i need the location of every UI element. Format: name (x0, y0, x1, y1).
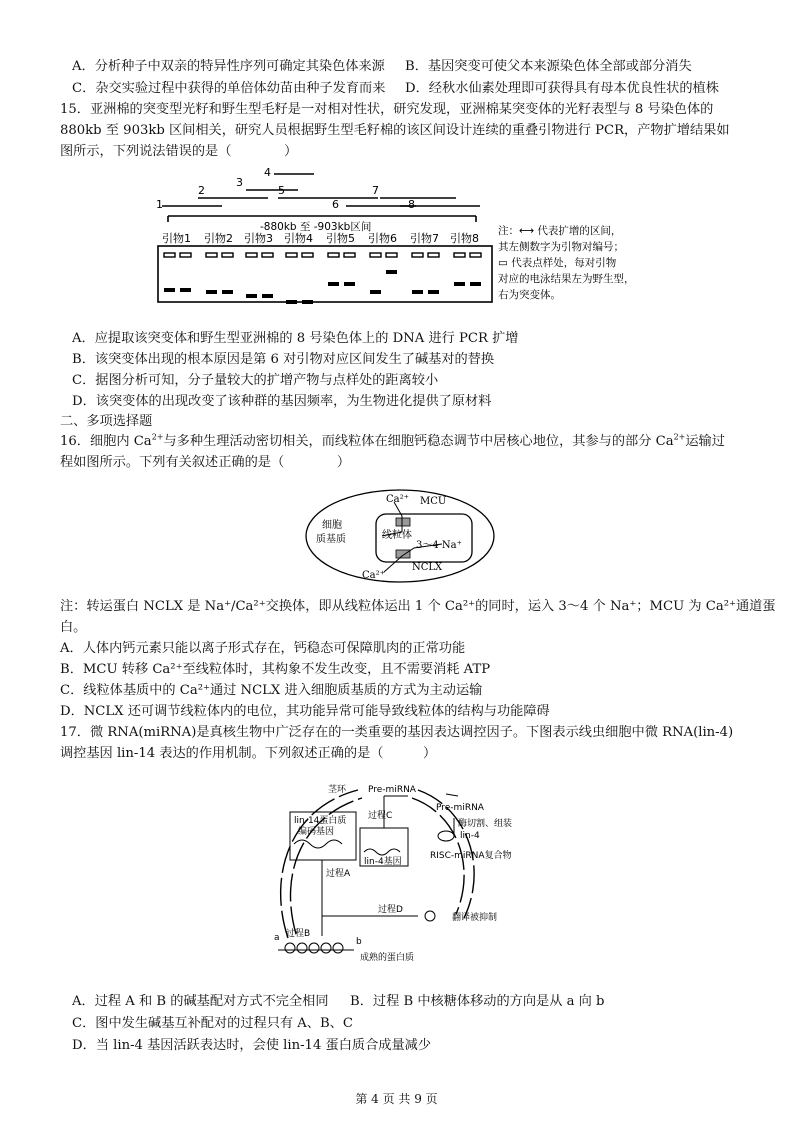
pre-mirna-label-1: Pre-miRNA (368, 785, 416, 795)
mature-protein-label: 成熟的蛋白质 (360, 953, 415, 963)
q15-option-b: B．该突变体出现的根本原因是第 6 对引物对应区间发生了碱基对的替换 (72, 352, 495, 367)
primer-number-6: 6 (332, 198, 339, 211)
stem-loop-label: 茎环 (328, 785, 347, 795)
lin4-label: lin-4 (460, 831, 480, 841)
cut-label: 酶切割、组装 (458, 819, 513, 829)
ca-label-bottom: Ca²⁺ (362, 570, 385, 581)
primer-number-3: 3 (236, 176, 243, 189)
q16-stem-line1: 16．细胞内 $Ca^{2+}$与多种生理活动密切相关，而线粒体在细胞钙稳态调节中居核心地位，其参与的部分 $Ca^{2+}$运输过 (60, 432, 725, 449)
proc-a-label: 过程A (326, 869, 351, 879)
mcu-label: MCU (420, 496, 447, 507)
matrix-label-2: 质基质 (316, 534, 346, 545)
q16-note-line1: 注：转运蛋白 NCLX 是 Na⁺/Ca²⁺交换体，即从线粒体运出 1 个 Ca²⁺的同时，运入 3～4 个 Na⁺；MCU 为 Ca²⁺通道蛋 (60, 599, 776, 614)
q15-pcr-figure (150, 164, 640, 304)
q14-option-b: B．基因突变可使父本来源染色体全部或部分消失 (405, 59, 692, 74)
q17-option-b: B．过程 B 中核糖体移动的方向是从 a 向 b (350, 994, 605, 1009)
q17-option-c: C．图中发生碱基互补配对的过程只有 A、B、C (72, 1016, 353, 1031)
q15-stem-line1: 15．亚洲棉的突变型光籽和野生型毛籽是一对相对性状，研究发现，亚洲棉某突变体的光籽表型与 8 号染色体的 (60, 102, 714, 117)
figure-note-1: 注：⟷ 代表扩增的区间， (498, 225, 622, 237)
gene4-label: lin-4基因 (364, 857, 402, 867)
lane-label-1: 引物1 (162, 232, 191, 245)
page-footer: 第 4 页 共 9 页 (355, 1092, 438, 1106)
q15-option-a: A．应提取该突变体和野生型亚洲棉的 8 号染色体上的 DNA 进行 PCR 扩增 (72, 331, 519, 346)
q16-stem-part-b: 与多种生理活动密切相关，而线粒体在细胞钙稳态调节中居核心地位，其参与的部分 Ca (163, 434, 674, 449)
risc-label: RISC-miRNA复合物 (430, 851, 512, 861)
primer-number-1: 1 (156, 198, 163, 211)
q14-option-d: D．经秋水仙素处理即可获得具有母本优良性状的植株 (405, 81, 719, 96)
lane-label-8: 引物8 (450, 232, 479, 245)
pre-mirna-label-2: Pre-miRNA (436, 803, 484, 813)
q14-option-a: A．分析种子中双亲的特异性序列可确定其染色体来源 (72, 59, 385, 74)
q16-stem-part-c: 运输过 (685, 434, 725, 449)
q15-option-c: C．据图分析可知，分子量较大的扩增产物与点样处的距离较小 (72, 373, 439, 388)
mito-label: 线粒体 (382, 530, 412, 541)
proc-c-label: 过程C (368, 811, 393, 821)
q15-stem-line3: 图所示，下列说法错误的是（ ） (60, 144, 298, 159)
q15-stem-line2: 880kb 至 903kb 区间相关，研究人员根据野生型毛籽棉的该区间设计连续的重叠引物进行 PCR，产物扩增结果如 (60, 123, 730, 138)
q16-option-a: A．人体内钙元素只能以离子形式存在，钙稳态可保障肌肉的正常功能 (60, 641, 466, 656)
matrix-label-1: 细胞 (322, 520, 342, 531)
q16-stem-part-a: 16．细胞内 Ca (60, 434, 152, 449)
na-label: 3～4 Na⁺ (416, 540, 462, 551)
gene14-label-1: lin-14蛋白质 (294, 816, 347, 826)
q17-option-a: A．过程 A 和 B 的碱基配对方式不完全相同 (72, 994, 329, 1009)
proc-b-label: 过程B (286, 929, 311, 939)
q16-option-b: B．MCU 转移 Ca²⁺至线粒体时，其构象不发生改变，且不需要消耗 ATP (60, 662, 491, 677)
primer-number-5: 5 (278, 184, 285, 197)
section-title: 二、多项选择题 (60, 414, 153, 429)
lane-label-6: 引物6 (368, 232, 397, 245)
lane-label-3: 引物3 (244, 232, 273, 245)
q17-stem-line2: 调控基因 lin-14 表达的作用机制。下列叙述正确的是（ ） (60, 746, 437, 761)
inhibit-label: 翻译被抑制 (452, 913, 498, 923)
figure-note-4: 对应的电泳结果左为野生型， (498, 273, 635, 285)
q15-option-d: D．该突变体的出现改变了该种群的基因频率，为生物进化提供了原材料 (72, 394, 492, 409)
primer-number-4: 4 (264, 166, 271, 179)
lane-label-2: 引物2 (204, 232, 233, 245)
figure-note-2: 其左侧数字为引物对编号； (498, 241, 624, 253)
lane-label-7: 引物7 (410, 232, 439, 245)
primer-number-2: 2 (198, 184, 205, 197)
figure-note-3: ▭ 代表点样处，每对引物 (498, 257, 617, 269)
label-b: b (356, 937, 362, 947)
lane-label-5: 引物5 (326, 232, 355, 245)
q16-mitochondria-figure (302, 486, 498, 586)
proc-d-label: 过程D (378, 905, 403, 915)
figure-note-5: 右为突变体。 (498, 289, 561, 301)
nclx-label: NCLX (412, 562, 443, 573)
primer-number-7: 7 (372, 184, 379, 197)
primer-number-8: 8 (408, 198, 415, 211)
q14-option-c: C．杂交实验过程中获得的单倍体幼苗由种子发育而来 (72, 81, 386, 96)
q16-note-line2: 白。 (60, 620, 87, 635)
q16-stem-line2: 程如图所示。下列有关叙述正确的是（ ） (60, 455, 351, 470)
ca-label-top: Ca²⁺ (386, 494, 409, 505)
region-label: -880kb 至 -903kb区间 (260, 221, 372, 233)
gene14-label-2: 编码基因 (298, 827, 335, 837)
q17-option-d: D．当 lin-4 基因活跃表达时，会使 lin-14 蛋白质合成量减少 (72, 1038, 432, 1053)
q16-option-d: D．NCLX 还可调节线粒体内的电位，其功能异常可能导致线粒体的结构与功能障碍 (60, 704, 550, 719)
q16-option-c: C．线粒体基质中的 Ca²⁺通过 NCLX 进入细胞质基质的方式为主动运输 (60, 683, 483, 698)
lane-label-4: 引物4 (284, 232, 313, 245)
q17-stem-line1: 17．微 RNA(miRNA)是真核生物中广泛存在的一类重要的基因表达调控因子。下图表示线虫细胞中微 RNA(lin-4) (60, 725, 734, 740)
label-a: a (274, 933, 280, 943)
q17-mirna-figure (268, 768, 538, 982)
